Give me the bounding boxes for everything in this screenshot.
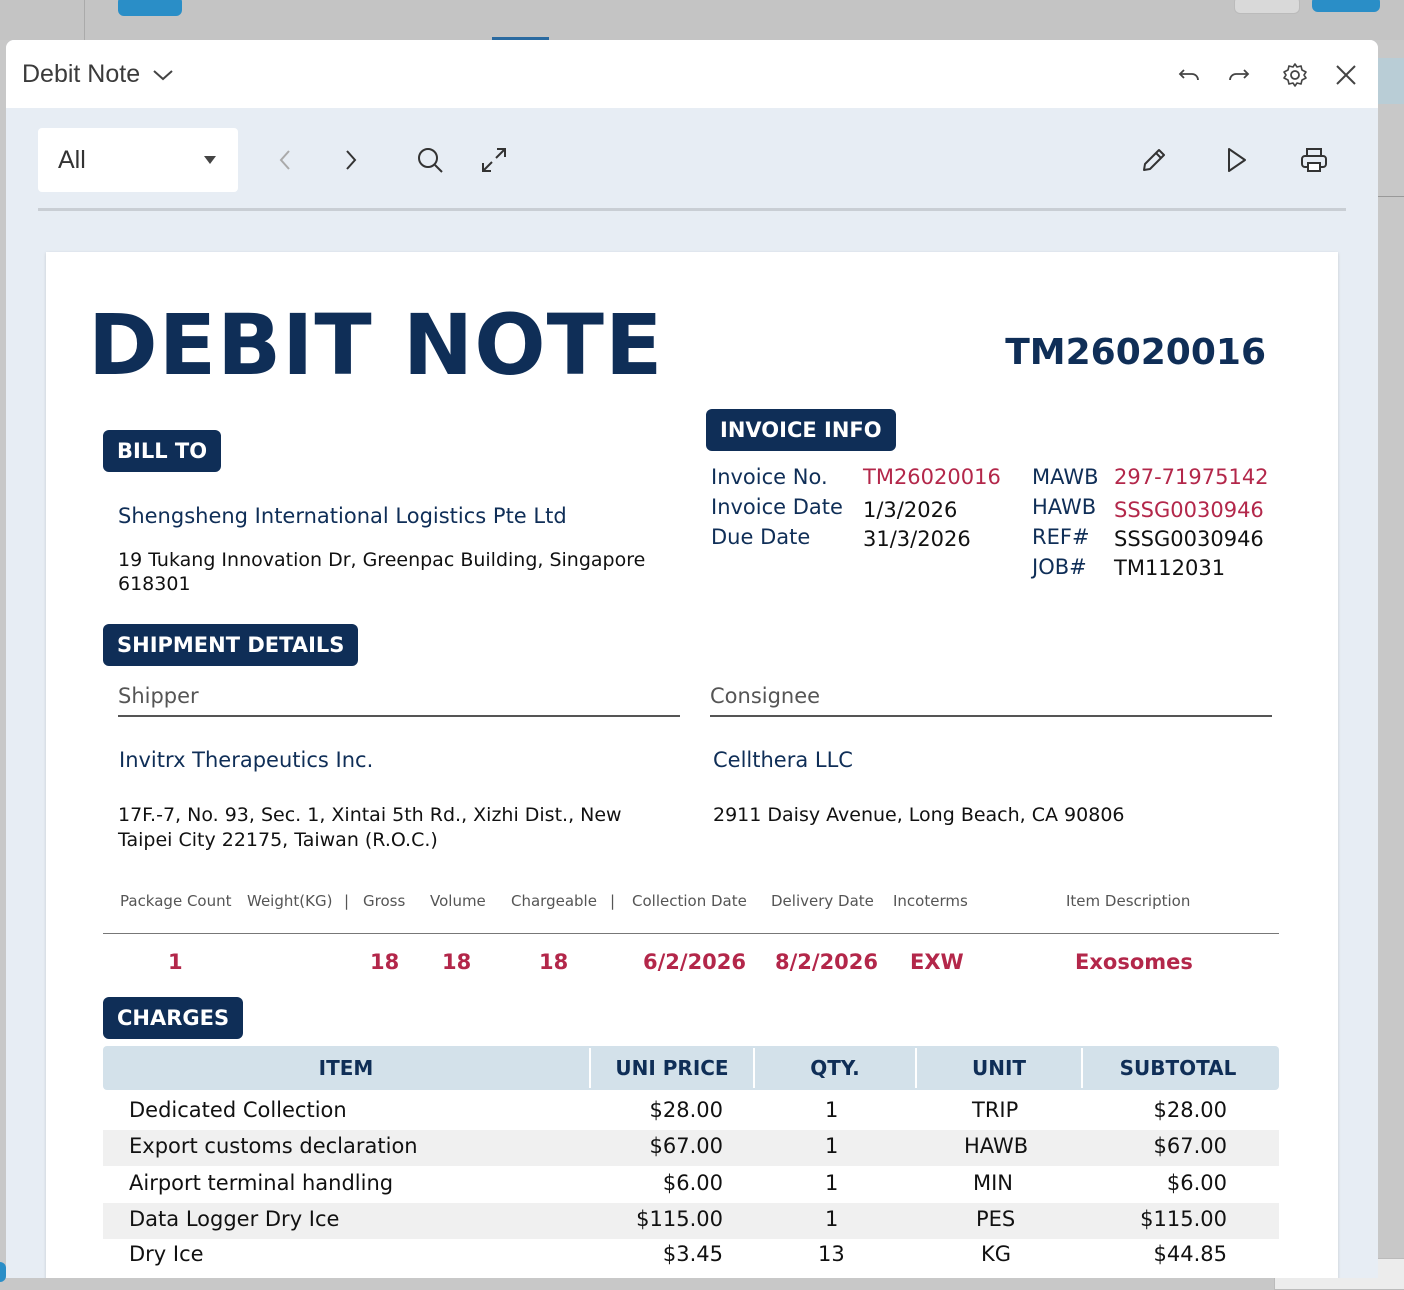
val-item-description: Exosomes bbox=[1075, 950, 1193, 974]
cell-subtotal: $44.85 bbox=[1153, 1242, 1227, 1266]
consignee-underline bbox=[710, 715, 1272, 717]
background-action-button[interactable] bbox=[1312, 0, 1380, 12]
bill-to-address: 19 Tukang Innovation Dr, Greenpac Building, Singapore 618301 bbox=[118, 549, 646, 595]
caret-down-icon bbox=[204, 156, 216, 164]
col-separator-2: | bbox=[610, 892, 616, 910]
invoice-date-label: Invoice Date bbox=[711, 495, 843, 519]
hawb-value: SSSG0030946 bbox=[1114, 498, 1264, 522]
document-preview bbox=[46, 252, 1338, 1278]
cell-subtotal: $28.00 bbox=[1153, 1098, 1227, 1122]
cell-unit: PES bbox=[976, 1207, 1016, 1231]
consignee-address: 2911 Daisy Avenue, Long Beach, CA 90806 bbox=[713, 804, 1125, 826]
toolbar-divider bbox=[38, 208, 1346, 211]
modal-title-dropdown[interactable] bbox=[22, 60, 174, 89]
document-heading: DEBIT NOTE bbox=[88, 296, 664, 394]
cell-unit: HAWB bbox=[964, 1134, 1029, 1158]
edit-pencil-icon[interactable] bbox=[1134, 140, 1174, 180]
cell-unit-price: $6.00 bbox=[662, 1171, 723, 1195]
cell-qty: 1 bbox=[825, 1134, 839, 1158]
shipment-details-label: SHIPMENT DETAILS bbox=[103, 624, 358, 666]
charges-label: CHARGES bbox=[103, 997, 243, 1039]
cell-subtotal: $67.00 bbox=[1153, 1134, 1227, 1158]
close-icon[interactable] bbox=[1331, 60, 1361, 90]
bill-to-name: Shengsheng International Logistics Pte Ltd bbox=[118, 504, 567, 528]
val-package-count: 1 bbox=[168, 950, 183, 974]
val-chargeable: 18 bbox=[539, 950, 569, 974]
col-weight: Weight(KG) bbox=[247, 892, 333, 910]
table-row bbox=[103, 1238, 1279, 1274]
send-play-icon[interactable] bbox=[1216, 140, 1256, 180]
bill-to-label: BILL TO bbox=[103, 430, 221, 472]
background-highlight-strip bbox=[1378, 58, 1404, 104]
ref-value: SSSG0030946 bbox=[1114, 527, 1264, 551]
undo-icon[interactable] bbox=[1174, 60, 1204, 90]
cell-item: Dedicated Collection bbox=[129, 1098, 347, 1122]
cell-unit-price: $28.00 bbox=[649, 1098, 723, 1122]
shipper-label: Shipper bbox=[118, 684, 199, 708]
val-delivery-date: 8/2/2026 bbox=[775, 950, 879, 974]
ref-label: REF# bbox=[1032, 525, 1090, 549]
shipper-name: Invitrx Therapeutics Inc. bbox=[119, 748, 374, 772]
background-divider bbox=[84, 0, 85, 40]
hawb-label: HAWB bbox=[1032, 495, 1097, 519]
cell-subtotal: $6.00 bbox=[1166, 1171, 1227, 1195]
table-row bbox=[103, 1167, 1279, 1203]
th-unit-price: UNI PRICE bbox=[615, 1056, 729, 1080]
col-separator-1: | bbox=[344, 892, 350, 910]
search-icon[interactable] bbox=[410, 140, 450, 180]
cell-unit-price: $115.00 bbox=[636, 1207, 723, 1231]
gear-icon[interactable] bbox=[1280, 60, 1310, 90]
col-delivery-date: Delivery Date bbox=[771, 892, 874, 910]
document-number: TM26020016 bbox=[1005, 332, 1266, 373]
cell-item: Data Logger Dry Ice bbox=[129, 1207, 340, 1231]
job-label: JOB# bbox=[1032, 555, 1087, 579]
cell-unit-price: $67.00 bbox=[649, 1134, 723, 1158]
background-separator bbox=[1378, 196, 1404, 197]
th-unit: UNIT bbox=[971, 1056, 1027, 1080]
modal-header bbox=[6, 40, 1378, 108]
background-app-header bbox=[0, 0, 1404, 40]
col-item-description: Item Description bbox=[1066, 892, 1191, 910]
job-value: TM112031 bbox=[1114, 556, 1226, 580]
expand-icon[interactable] bbox=[474, 140, 514, 180]
cell-subtotal: $115.00 bbox=[1140, 1207, 1227, 1231]
invoice-no-label: Invoice No. bbox=[711, 465, 828, 489]
cell-unit: TRIP bbox=[972, 1098, 1019, 1122]
val-volume: 18 bbox=[442, 950, 472, 974]
cell-item: Export customs declaration bbox=[129, 1134, 418, 1158]
th-qty: QTY. bbox=[810, 1056, 860, 1080]
th-item: ITEM bbox=[318, 1056, 374, 1080]
col-incoterms: Incoterms bbox=[893, 892, 968, 910]
mawb-value: 297-71975142 bbox=[1114, 465, 1269, 489]
val-collection-date: 6/2/2026 bbox=[643, 950, 747, 974]
invoice-no-value: TM26020016 bbox=[863, 465, 1001, 489]
next-icon[interactable] bbox=[330, 140, 370, 180]
cell-item: Dry Ice bbox=[129, 1242, 204, 1266]
cell-unit: MIN bbox=[973, 1171, 1014, 1195]
chevron-down-icon bbox=[152, 68, 174, 82]
val-gross: 18 bbox=[370, 950, 400, 974]
invoice-info-label: INVOICE INFO bbox=[706, 409, 896, 451]
shipper-underline bbox=[118, 715, 680, 717]
modal-title-text: Debit Note bbox=[22, 60, 141, 88]
col-gross: Gross bbox=[363, 892, 406, 910]
background-right-panel bbox=[1378, 40, 1404, 1278]
table-row bbox=[103, 1094, 1279, 1130]
col-chargeable: Chargeable bbox=[511, 892, 597, 910]
cell-item: Airport terminal handling bbox=[129, 1171, 394, 1195]
shipper-address: 17F.-7, No. 93, Sec. 1, Xintai 5th Rd., Xizhi Dist., New Taipei City 22175, Taiwan (R.O.C.) bbox=[118, 804, 622, 851]
table-row bbox=[103, 1130, 1279, 1166]
mawb-label: MAWB bbox=[1032, 465, 1099, 489]
cell-unit: KG bbox=[981, 1242, 1012, 1266]
redo-icon[interactable] bbox=[1224, 60, 1254, 90]
consignee-name: Cellthera LLC bbox=[713, 748, 853, 772]
cell-qty: 1 bbox=[825, 1098, 839, 1122]
due-date-value: 31/3/2026 bbox=[863, 527, 971, 551]
cell-unit-price: $3.45 bbox=[662, 1242, 723, 1266]
previous-icon[interactable] bbox=[266, 140, 306, 180]
background-primary-button[interactable] bbox=[118, 0, 182, 16]
cell-qty: 13 bbox=[818, 1242, 845, 1266]
th-subtotal: SUBTOTAL bbox=[1119, 1056, 1237, 1080]
col-volume: Volume bbox=[430, 892, 486, 910]
background-secondary-button[interactable] bbox=[1234, 0, 1300, 14]
table-row bbox=[103, 1203, 1279, 1239]
print-icon[interactable] bbox=[1294, 140, 1334, 180]
filter-select-value: All bbox=[58, 146, 86, 174]
col-package-count: Package Count bbox=[120, 892, 232, 910]
cell-qty: 1 bbox=[825, 1207, 839, 1231]
col-collection-date: Collection Date bbox=[632, 892, 747, 910]
filter-select[interactable] bbox=[38, 128, 238, 192]
cell-qty: 1 bbox=[825, 1171, 839, 1195]
consignee-label: Consignee bbox=[710, 684, 821, 708]
val-incoterms: EXW bbox=[910, 950, 964, 974]
shipment-separator bbox=[103, 933, 1279, 934]
due-date-label: Due Date bbox=[711, 525, 811, 549]
invoice-date-value: 1/3/2026 bbox=[863, 498, 958, 522]
debit-note-modal bbox=[6, 40, 1378, 1278]
